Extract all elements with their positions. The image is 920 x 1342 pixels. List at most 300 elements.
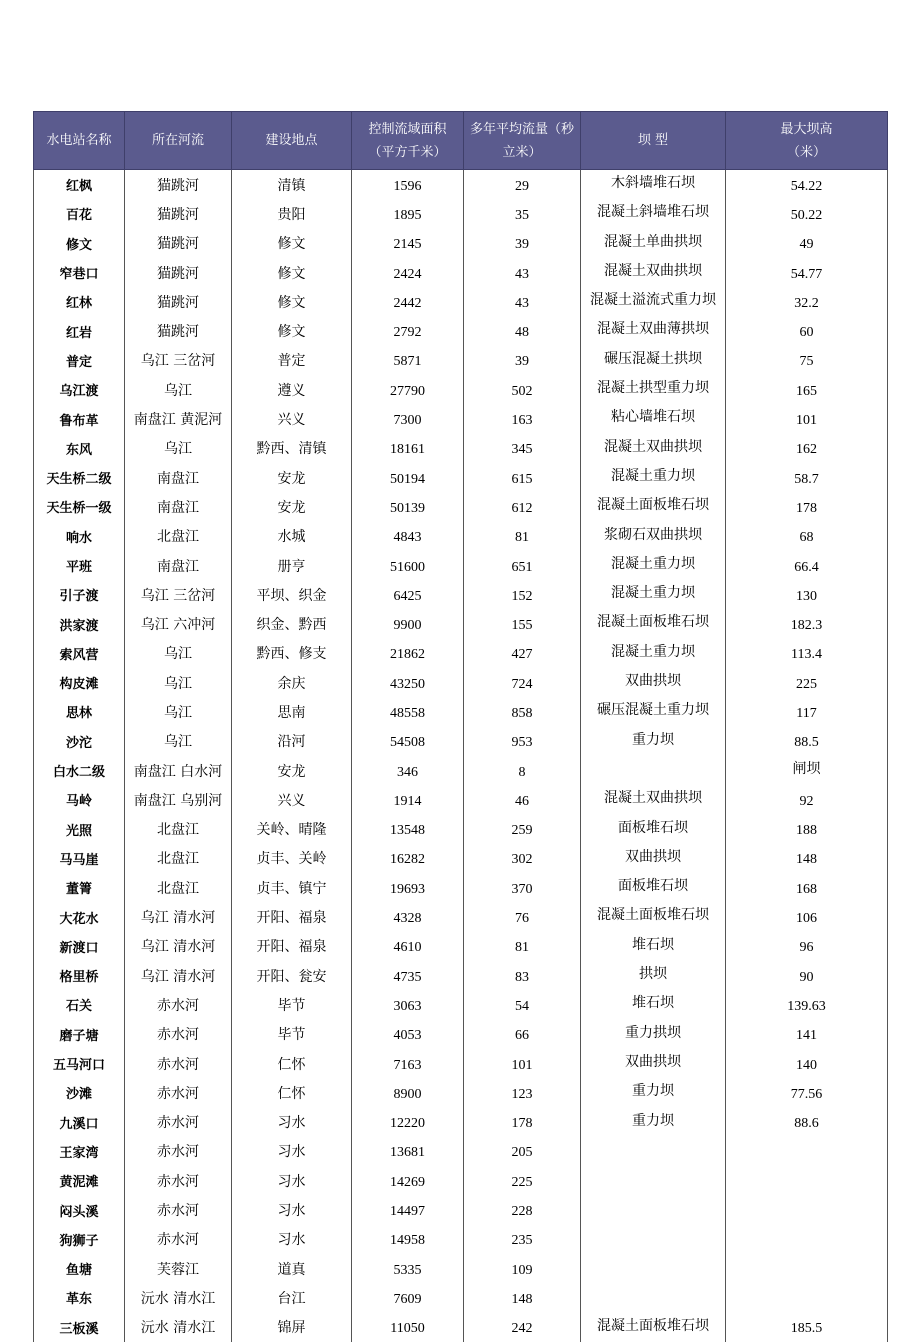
table-row (34, 727, 888, 756)
max-height-cell: 140 (726, 1049, 888, 1078)
basin-area-cell: 13548 (352, 815, 464, 844)
river-cell: 乌江 (125, 434, 232, 463)
basin-area-cell: 13681 (352, 1137, 464, 1166)
dam-type-cell: 混凝土重力坝 (581, 580, 726, 609)
mean-flow-cell: 81 (464, 932, 581, 961)
table-row (34, 756, 888, 785)
location-cell: 贞丰、镇宁 (232, 873, 352, 902)
river-cell: 南盘江 (125, 492, 232, 521)
river-cell: 猫跳河 (125, 287, 232, 316)
river-cell: 赤水河 (125, 990, 232, 1019)
header-river (125, 112, 232, 170)
dam-type-cell: 双曲拱坝 (581, 844, 726, 873)
table-row (34, 404, 888, 433)
river-cell: 赤水河 (125, 1137, 232, 1166)
river-cell: 猫跳河 (125, 170, 232, 200)
river-cell: 乌江 (125, 375, 232, 404)
header-text: 多年平均流量（秒 (469, 121, 574, 137)
river-cell: 南盘江 乌别河 (125, 785, 232, 814)
dam-type-cell: 混凝土面板堆石坝 (581, 1313, 726, 1342)
location-cell: 遵义 (232, 375, 352, 404)
river-cell: 南盘江 黄泥河 (125, 404, 232, 433)
hydropower-station-table (33, 111, 888, 1342)
dam-type-cell: 面板堆石坝 (581, 815, 726, 844)
location-cell: 安龙 (232, 492, 352, 521)
table-row (34, 522, 888, 551)
river-cell: 乌江 清水河 (125, 902, 232, 931)
header-text: （米） (786, 144, 826, 160)
river-cell: 赤水河 (125, 1020, 232, 1049)
basin-area-cell: 4610 (352, 932, 464, 961)
max-height-cell: 32.2 (726, 287, 888, 316)
header-station-name (34, 112, 125, 170)
max-height-cell (726, 1283, 888, 1312)
table-row (34, 258, 888, 287)
location-cell: 织金、黔西 (232, 609, 352, 638)
river-cell: 乌江 清水河 (125, 932, 232, 961)
location-cell: 习水 (232, 1108, 352, 1137)
header-dam-type (581, 112, 726, 170)
basin-area-cell: 346 (352, 756, 464, 785)
river-cell: 沅水 清水江 (125, 1313, 232, 1342)
table-row (34, 1049, 888, 1078)
max-height-cell: 58.7 (726, 463, 888, 492)
river-cell: 南盘江 白水河 (125, 756, 232, 785)
station-name-cell: 马马崖 (34, 844, 125, 873)
river-cell: 猫跳河 (125, 199, 232, 228)
dam-type-cell: 拱坝 (581, 961, 726, 990)
table-row (34, 1313, 888, 1342)
table-row (34, 990, 888, 1019)
basin-area-cell: 50139 (352, 492, 464, 521)
dam-type-cell: 混凝土双曲拱坝 (581, 258, 726, 287)
station-name-cell: 鲁布革 (34, 404, 125, 433)
station-name-cell: 董箐 (34, 873, 125, 902)
table-row (34, 932, 888, 961)
basin-area-cell: 11050 (352, 1313, 464, 1342)
dam-type-cell (581, 756, 726, 785)
river-cell: 乌江 (125, 639, 232, 668)
max-height-cell: 182.3 (726, 609, 888, 638)
mean-flow-cell: 101 (464, 1049, 581, 1078)
basin-area-cell: 4328 (352, 902, 464, 931)
basin-area-cell: 4735 (352, 961, 464, 990)
max-height-cell (726, 1254, 888, 1283)
table-row (34, 1137, 888, 1166)
mean-flow-cell: 155 (464, 609, 581, 638)
mean-flow-cell: 612 (464, 492, 581, 521)
max-height-cell: 88.6 (726, 1108, 888, 1137)
table-row (34, 170, 888, 200)
basin-area-cell: 1895 (352, 199, 464, 228)
mean-flow-cell: 302 (464, 844, 581, 873)
basin-area-cell: 2442 (352, 287, 464, 316)
table-row (34, 1283, 888, 1312)
basin-area-cell: 50194 (352, 463, 464, 492)
dam-type-cell: 混凝土面板堆石坝 (581, 902, 726, 931)
mean-flow-cell: 502 (464, 375, 581, 404)
river-cell: 芙蓉江 (125, 1254, 232, 1283)
dam-type-cell: 混凝土面板堆石坝 (581, 609, 726, 638)
basin-area-cell: 2424 (352, 258, 464, 287)
mean-flow-cell: 225 (464, 1166, 581, 1195)
basin-area-cell: 4843 (352, 522, 464, 551)
table-body (34, 170, 888, 1342)
mean-flow-cell: 178 (464, 1108, 581, 1137)
river-cell: 南盘江 (125, 463, 232, 492)
header-basin-area (352, 112, 464, 170)
table-row (34, 580, 888, 609)
dam-type-cell: 混凝土重力坝 (581, 551, 726, 580)
station-name-cell: 鱼塘 (34, 1254, 125, 1283)
location-cell: 习水 (232, 1166, 352, 1195)
basin-area-cell: 1914 (352, 785, 464, 814)
table-row (34, 1195, 888, 1224)
station-name-cell: 九溪口 (34, 1108, 125, 1137)
max-height-cell: 68 (726, 522, 888, 551)
basin-area-cell: 21862 (352, 639, 464, 668)
mean-flow-cell: 29 (464, 170, 581, 200)
mean-flow-cell: 109 (464, 1254, 581, 1283)
mean-flow-cell: 345 (464, 434, 581, 463)
max-height-cell: 141 (726, 1020, 888, 1049)
location-cell: 普定 (232, 346, 352, 375)
mean-flow-cell: 615 (464, 463, 581, 492)
table-row (34, 434, 888, 463)
river-cell: 赤水河 (125, 1049, 232, 1078)
river-cell: 乌江 清水河 (125, 961, 232, 990)
station-name-cell: 红枫 (34, 170, 125, 200)
location-cell: 毕节 (232, 990, 352, 1019)
location-cell: 关岭、晴隆 (232, 815, 352, 844)
location-cell: 水城 (232, 522, 352, 551)
station-name-cell: 狗狮子 (34, 1225, 125, 1254)
basin-area-cell: 1596 (352, 170, 464, 200)
location-cell: 修文 (232, 316, 352, 345)
station-name-cell: 红林 (34, 287, 125, 316)
dam-type-cell: 混凝土双曲薄拱坝 (581, 316, 726, 345)
header-location (232, 112, 352, 170)
location-cell: 毕节 (232, 1020, 352, 1049)
table-row (34, 492, 888, 521)
max-height-cell: 185.5 (726, 1313, 888, 1342)
river-cell: 猫跳河 (125, 316, 232, 345)
location-cell: 修文 (232, 258, 352, 287)
mean-flow-cell: 259 (464, 815, 581, 844)
dam-type-cell: 重力坝 (581, 727, 726, 756)
location-cell: 平坝、织金 (232, 580, 352, 609)
location-cell: 沿河 (232, 727, 352, 756)
station-name-cell: 革东 (34, 1283, 125, 1312)
location-cell: 黔西、修支 (232, 639, 352, 668)
max-height-cell: 113.4 (726, 639, 888, 668)
header-max-dam-height (726, 112, 888, 170)
dam-type-cell (581, 1137, 726, 1166)
location-cell: 仁怀 (232, 1049, 352, 1078)
max-height-cell: 92 (726, 785, 888, 814)
dam-type-cell (581, 1225, 726, 1254)
dam-type-cell: 混凝土重力坝 (581, 639, 726, 668)
table-row (34, 815, 888, 844)
dam-type-cell (581, 1254, 726, 1283)
max-height-cell: 54.77 (726, 258, 888, 287)
station-name-cell: 百花 (34, 199, 125, 228)
max-height-cell: 闸坝 (726, 756, 888, 785)
dam-type-cell: 混凝土双曲拱坝 (581, 785, 726, 814)
river-cell: 北盘江 (125, 873, 232, 902)
header-text: 立米） (502, 144, 542, 160)
dam-type-cell (581, 1195, 726, 1224)
basin-area-cell: 51600 (352, 551, 464, 580)
max-height-cell: 60 (726, 316, 888, 345)
basin-area-cell: 8900 (352, 1078, 464, 1107)
basin-area-cell: 2145 (352, 229, 464, 258)
location-cell: 兴义 (232, 404, 352, 433)
river-cell: 沅水 清水江 (125, 1283, 232, 1312)
header-text: 所在河流 (151, 133, 204, 148)
location-cell: 道真 (232, 1254, 352, 1283)
basin-area-cell: 3063 (352, 990, 464, 1019)
river-cell: 赤水河 (125, 1195, 232, 1224)
table-row (34, 639, 888, 668)
table-row (34, 873, 888, 902)
station-name-cell: 石关 (34, 990, 125, 1019)
station-name-cell: 天生桥一级 (34, 492, 125, 521)
dam-type-cell: 混凝土斜墙堆石坝 (581, 199, 726, 228)
mean-flow-cell: 651 (464, 551, 581, 580)
dam-type-cell: 木斜墙堆石坝 (581, 170, 726, 200)
dam-type-cell: 混凝土拱型重力坝 (581, 375, 726, 404)
river-cell: 猫跳河 (125, 229, 232, 258)
station-name-cell: 窄巷口 (34, 258, 125, 287)
location-cell: 锦屏 (232, 1313, 352, 1342)
max-height-cell: 148 (726, 844, 888, 873)
mean-flow-cell: 66 (464, 1020, 581, 1049)
station-name-cell: 磨子塘 (34, 1020, 125, 1049)
mean-flow-cell: 152 (464, 580, 581, 609)
max-height-cell (726, 1166, 888, 1195)
location-cell: 册亨 (232, 551, 352, 580)
dam-type-cell (581, 1166, 726, 1195)
table-row (34, 1225, 888, 1254)
station-name-cell: 构皮滩 (34, 668, 125, 697)
header-text: 水电站名称 (46, 133, 112, 148)
table-row (34, 346, 888, 375)
station-name-cell: 光照 (34, 815, 125, 844)
mean-flow-cell: 48 (464, 316, 581, 345)
station-name-cell: 修文 (34, 229, 125, 258)
basin-area-cell: 5335 (352, 1254, 464, 1283)
mean-flow-cell: 123 (464, 1078, 581, 1107)
basin-area-cell: 19693 (352, 873, 464, 902)
table-row (34, 316, 888, 345)
max-height-cell: 139.63 (726, 990, 888, 1019)
river-cell: 赤水河 (125, 1225, 232, 1254)
mean-flow-cell: 83 (464, 961, 581, 990)
station-name-cell: 马岭 (34, 785, 125, 814)
mean-flow-cell: 39 (464, 346, 581, 375)
basin-area-cell: 14269 (352, 1166, 464, 1195)
dam-type-cell: 双曲拱坝 (581, 1049, 726, 1078)
table-row (34, 844, 888, 873)
location-cell: 开阳、福泉 (232, 932, 352, 961)
location-cell: 思南 (232, 697, 352, 726)
basin-area-cell: 7609 (352, 1283, 464, 1312)
station-name-cell: 沙沱 (34, 727, 125, 756)
max-height-cell: 225 (726, 668, 888, 697)
max-height-cell: 54.22 (726, 170, 888, 200)
station-name-cell: 红岩 (34, 316, 125, 345)
station-name-cell: 乌江渡 (34, 375, 125, 404)
max-height-cell: 168 (726, 873, 888, 902)
location-cell: 开阳、福泉 (232, 902, 352, 931)
dam-type-cell: 混凝土重力坝 (581, 463, 726, 492)
max-height-cell: 165 (726, 375, 888, 404)
station-name-cell: 格里桥 (34, 961, 125, 990)
station-name-cell: 黄泥滩 (34, 1166, 125, 1195)
river-cell: 赤水河 (125, 1078, 232, 1107)
basin-area-cell: 5871 (352, 346, 464, 375)
dam-type-cell: 粘心墙堆石坝 (581, 404, 726, 433)
table-row (34, 1078, 888, 1107)
max-height-cell: 101 (726, 404, 888, 433)
station-name-cell: 沙滩 (34, 1078, 125, 1107)
table-header (34, 112, 888, 170)
dam-type-cell: 重力拱坝 (581, 1020, 726, 1049)
station-name-cell: 响水 (34, 522, 125, 551)
mean-flow-cell: 35 (464, 199, 581, 228)
basin-area-cell: 14497 (352, 1195, 464, 1224)
basin-area-cell: 7163 (352, 1049, 464, 1078)
location-cell: 修文 (232, 287, 352, 316)
table-row (34, 902, 888, 931)
table-row (34, 287, 888, 316)
location-cell: 习水 (232, 1225, 352, 1254)
dam-type-cell: 浆砌石双曲拱坝 (581, 522, 726, 551)
river-cell: 乌江 三岔河 (125, 580, 232, 609)
river-cell: 乌江 (125, 727, 232, 756)
max-height-cell: 49 (726, 229, 888, 258)
max-height-cell: 90 (726, 961, 888, 990)
dam-type-cell: 碾压混凝土重力坝 (581, 697, 726, 726)
dam-type-cell: 堆石坝 (581, 932, 726, 961)
river-cell: 北盘江 (125, 815, 232, 844)
table-row (34, 1108, 888, 1137)
header-text: 最大坝高 (780, 121, 833, 137)
table-row (34, 961, 888, 990)
header-row (34, 112, 888, 170)
table-row (34, 609, 888, 638)
river-cell: 猫跳河 (125, 258, 232, 287)
table-row (34, 1166, 888, 1195)
dam-type-cell: 混凝土单曲拱坝 (581, 229, 726, 258)
dam-type-cell: 混凝土溢流式重力坝 (581, 287, 726, 316)
table-row (34, 1254, 888, 1283)
max-height-cell: 88.5 (726, 727, 888, 756)
basin-area-cell: 27790 (352, 375, 464, 404)
table-row (34, 229, 888, 258)
dam-type-cell: 堆石坝 (581, 990, 726, 1019)
basin-area-cell: 6425 (352, 580, 464, 609)
basin-area-cell: 16282 (352, 844, 464, 873)
location-cell: 兴义 (232, 785, 352, 814)
max-height-cell: 106 (726, 902, 888, 931)
max-height-cell: 178 (726, 492, 888, 521)
river-cell: 南盘江 (125, 551, 232, 580)
table-row (34, 551, 888, 580)
table-row (34, 1020, 888, 1049)
mean-flow-cell: 46 (464, 785, 581, 814)
basin-area-cell: 18161 (352, 434, 464, 463)
station-name-cell: 王家湾 (34, 1137, 125, 1166)
header-mean-flow (464, 112, 581, 170)
river-cell: 赤水河 (125, 1166, 232, 1195)
location-cell: 清镇 (232, 170, 352, 200)
station-name-cell: 白水二级 (34, 756, 125, 785)
basin-area-cell: 4053 (352, 1020, 464, 1049)
location-cell: 台江 (232, 1283, 352, 1312)
mean-flow-cell: 54 (464, 990, 581, 1019)
table-row (34, 199, 888, 228)
location-cell: 安龙 (232, 756, 352, 785)
station-name-cell: 平班 (34, 551, 125, 580)
mean-flow-cell: 39 (464, 229, 581, 258)
river-cell: 乌江 六冲河 (125, 609, 232, 638)
basin-area-cell: 2792 (352, 316, 464, 345)
basin-area-cell: 7300 (352, 404, 464, 433)
mean-flow-cell: 205 (464, 1137, 581, 1166)
station-name-cell: 思林 (34, 697, 125, 726)
mean-flow-cell: 43 (464, 287, 581, 316)
river-cell: 北盘江 (125, 844, 232, 873)
mean-flow-cell: 427 (464, 639, 581, 668)
mean-flow-cell: 242 (464, 1313, 581, 1342)
mean-flow-cell: 163 (464, 404, 581, 433)
location-cell: 修文 (232, 229, 352, 258)
dam-type-cell: 重力坝 (581, 1108, 726, 1137)
max-height-cell: 50.22 (726, 199, 888, 228)
header-text: 控制流域面积 (368, 121, 447, 137)
mean-flow-cell: 235 (464, 1225, 581, 1254)
mean-flow-cell: 858 (464, 697, 581, 726)
basin-area-cell: 43250 (352, 668, 464, 697)
basin-area-cell: 48558 (352, 697, 464, 726)
max-height-cell (726, 1195, 888, 1224)
river-cell: 乌江 (125, 668, 232, 697)
header-text: （平方千米） (368, 144, 447, 160)
max-height-cell: 117 (726, 697, 888, 726)
table-row (34, 375, 888, 404)
river-cell: 乌江 三岔河 (125, 346, 232, 375)
station-name-cell: 新渡口 (34, 932, 125, 961)
max-height-cell: 77.56 (726, 1078, 888, 1107)
station-name-cell: 索风营 (34, 639, 125, 668)
dam-type-cell: 混凝土双曲拱坝 (581, 434, 726, 463)
station-name-cell: 闷头溪 (34, 1195, 125, 1224)
header-text: 建设地点 (265, 133, 318, 148)
station-name-cell: 引子渡 (34, 580, 125, 609)
mean-flow-cell: 43 (464, 258, 581, 287)
station-name-cell: 普定 (34, 346, 125, 375)
mean-flow-cell: 953 (464, 727, 581, 756)
table-row (34, 668, 888, 697)
basin-area-cell: 54508 (352, 727, 464, 756)
dam-type-cell: 面板堆石坝 (581, 873, 726, 902)
dam-type-cell: 碾压混凝土拱坝 (581, 346, 726, 375)
river-cell: 乌江 (125, 697, 232, 726)
location-cell: 贵阳 (232, 199, 352, 228)
mean-flow-cell: 228 (464, 1195, 581, 1224)
